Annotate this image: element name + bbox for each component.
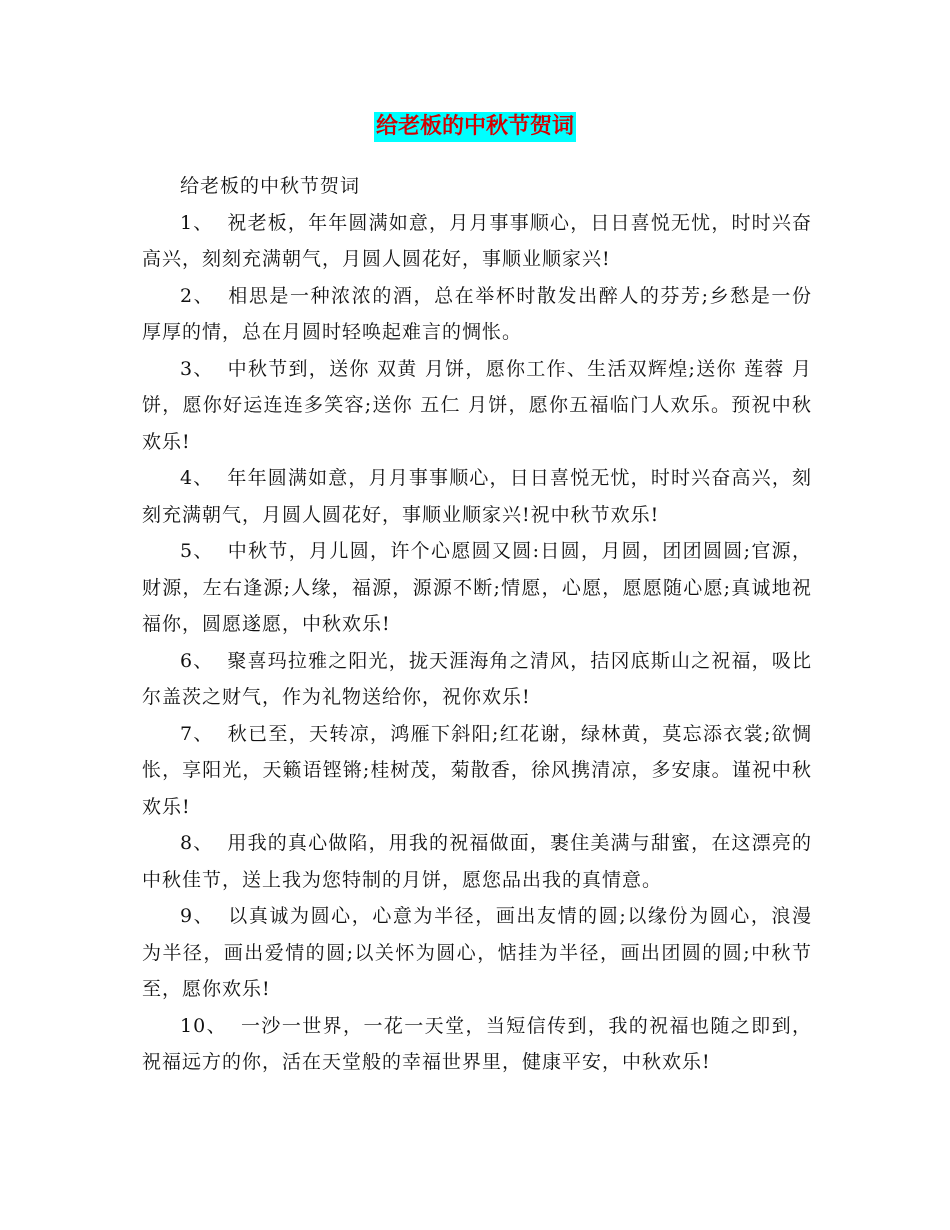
item-text: 一沙一世界，一花一天堂，当短信传到，我的祝福也随之即到，祝福远方的你，活在天堂般的幸福世界里，健康平安，中秋欢乐! (142, 1014, 812, 1073)
title-container (0, 112, 950, 142)
item-number: 5、 (180, 540, 214, 562)
item-text: 中秋节，月儿圆，许个心愿圆又圆:日圆，月圆，团团圆圆;官源，财源，左右逢源;人缘，福源，源源不断;情愿，心愿，愿愿随心愿;真诚地祝福你，圆愿遂愿，中秋欢乐! (142, 540, 812, 635)
item-number: 7、 (180, 722, 214, 745)
item-text: 年年圆满如意，月月事事顺心，日日喜悦无忧，时时兴奋高兴，刻刻充满朝气，月圆人圆花好，事顺业顺家兴!祝中秋节欢乐! (142, 467, 812, 526)
greeting-item-7 (142, 716, 812, 826)
item-text: 祝老板，年年圆满如意，月月事事顺心，日日喜悦无忧，时时兴奋高兴，刻刻充满朝气，月圆人圆花好，事顺业顺家兴! (142, 211, 812, 270)
item-number: 3、 (180, 357, 214, 380)
item-number: 2、 (180, 284, 215, 307)
item-text: 用我的真心做陷，用我的祝福做面，裹住美满与甜蜜，在这漂亮的中秋佳节，送上我为您特制的月饼，愿您品出我的真情意。 (142, 832, 812, 891)
document-title: 给老板的中秋节贺词 (374, 112, 576, 142)
item-number: 8、 (180, 832, 214, 854)
document-subtitle: 给老板的中秋节贺词 (180, 175, 361, 197)
greeting-item-2 (142, 278, 812, 351)
greeting-item-10 (142, 1008, 812, 1081)
item-text: 中秋节到，送你 双黄 月饼，愿你工作、生活双辉煌;送你 莲蓉 月饼，愿你好运连连多笑容;送你 五仁 月饼，愿你五福临门人欢乐。预祝中秋欢乐! (142, 357, 812, 453)
greeting-item-1 (142, 205, 812, 278)
document-body (142, 168, 812, 1081)
greeting-item-6 (142, 643, 812, 716)
item-number: 9、 (180, 905, 215, 927)
item-number: 10、 (180, 1014, 227, 1037)
item-number: 4、 (180, 467, 214, 489)
greeting-item-9 (142, 898, 812, 1008)
item-text: 以真诚为圆心，心意为半径，画出友情的圆;以缘份为圆心，浪漫为半径，画出爱情的圆;以关怀为圆心，惦挂为半径，画出团圆的圆;中秋节至，愿你欢乐! (142, 905, 813, 1000)
greeting-item-8 (142, 825, 812, 898)
greeting-item-3 (142, 351, 812, 461)
item-number: 1、 (180, 211, 214, 234)
item-text: 相思是一种浓浓的酒，总在举杯时散发出醉人的芬芳;乡愁是一份厚厚的情，总在月圆时轻唤起难言的惆怅。 (142, 284, 813, 343)
item-number: 6、 (180, 649, 214, 672)
greeting-item-4 (142, 460, 812, 533)
item-text: 聚喜玛拉雅之阳光，拢天涯海角之清风，拮冈底斯山之祝福，吸比尔盖茨之财气，作为礼物送给你，祝你欢乐! (142, 649, 812, 708)
greeting-item-5 (142, 533, 812, 643)
item-text: 秋已至，天转凉，鸿雁下斜阳;红花谢，绿林黄，莫忘添衣裳;欲惆怅，享阳光，天籁语铿锵;桂树茂，菊散香，徐风携清凉，多安康。谨祝中秋欢乐! (142, 722, 812, 818)
